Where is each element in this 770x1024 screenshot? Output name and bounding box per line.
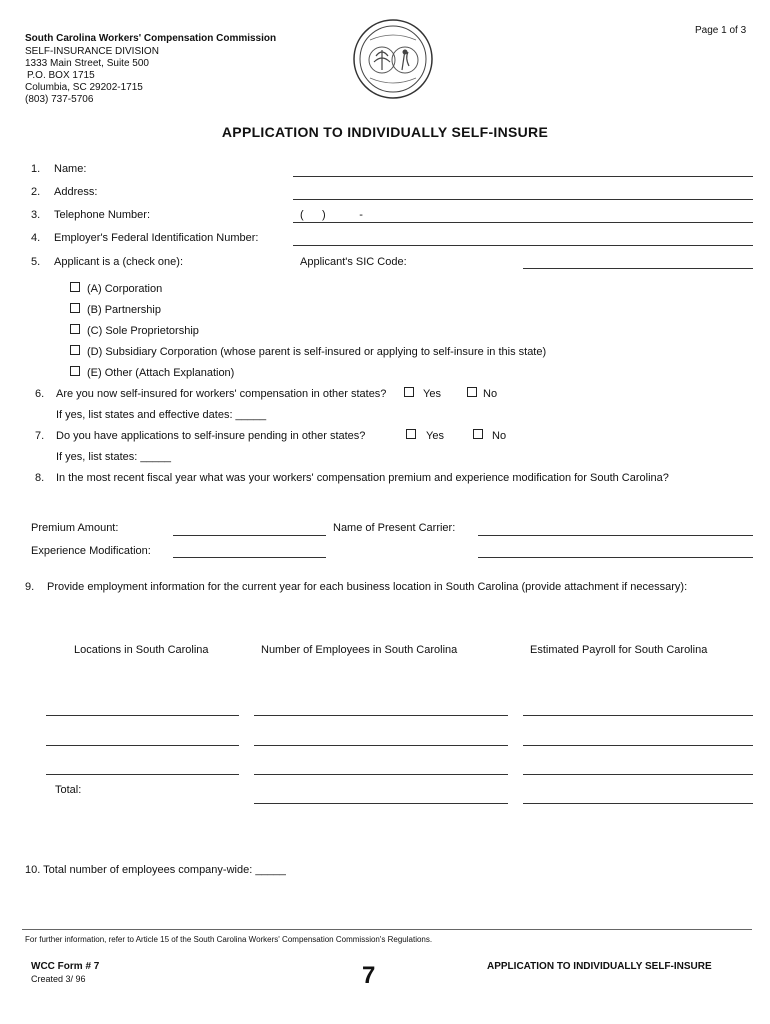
form-id: WCC Form # 7 [31,961,100,972]
sole-proprietorship-checkbox[interactable] [70,324,80,334]
telephone-label: Telephone Number: [54,209,151,221]
q9-question: Provide employment information for the current year for each business location in South Carolina (provide attachment if necessary): [47,581,688,593]
q7-yes-checkbox[interactable] [406,429,416,439]
payroll-column-header: Estimated Payroll for South Carolina [530,644,708,656]
q8-number: 8. [35,472,45,484]
q6-no-checkbox[interactable] [467,387,477,397]
total-label: Total: [55,784,82,796]
q6-yes-label: Yes [423,388,441,400]
present-carrier-field[interactable] [478,535,753,536]
q7-followup: If yes, list states: _____ [56,451,171,463]
q4-number: 4. [31,232,41,244]
page-title: APPLICATION TO INDIVIDUALLY SELF-INSURE [221,124,549,140]
payroll-row-3-field[interactable] [523,774,753,775]
po-box: P.O. BOX 1715 [27,70,95,81]
q6-number: 6. [35,388,45,400]
premium-amount-label: Premium Amount: [31,522,119,534]
telephone-format: ( ) - [300,209,363,221]
state-seal-icon [352,18,434,100]
q1-number: 1. [31,163,41,175]
total-employees-field[interactable] [254,803,508,804]
street-address: 1333 Main Street, Suite 500 [25,58,149,69]
employees-row-2-field[interactable] [254,745,508,746]
fein-field[interactable] [293,245,753,246]
q7-yes-label: Yes [426,430,444,442]
present-carrier-label: Name of Present Carrier: [333,522,456,534]
q10-text: Total number of employees company-wide: _____ [43,864,286,876]
employees-column-header: Number of Employees in South Carolina [261,644,458,656]
premium-amount-field[interactable] [173,535,326,536]
q5-number: 5. [31,256,41,268]
employees-row-1-field[interactable] [254,715,508,716]
location-row-1-field[interactable] [46,715,239,716]
q3-number: 3. [31,209,41,221]
employees-row-3-field[interactable] [254,774,508,775]
subsidiary-corporation-label: (D) Subsidiary Corporation (whose parent is self-insured or applying to self-insure in this state) [87,346,547,358]
page-indicator: Page 1 of 3 [695,25,747,36]
q9-number: 9. [25,581,35,593]
footer-divider [22,929,752,930]
corporation-checkbox[interactable] [70,282,80,292]
payroll-row-1-field[interactable] [523,715,753,716]
q2-number: 2. [31,186,41,198]
division-name: SELF-INSURANCE DIVISION [25,46,159,57]
form-created-date: Created 3/ 96 [31,974,86,984]
address-field[interactable] [293,199,753,200]
payroll-row-2-field[interactable] [523,745,753,746]
sole-proprietorship-label: (C) Sole Proprietorship [87,325,199,337]
telephone-field[interactable] [293,222,753,223]
q7-no-label: No [492,430,507,442]
other-entity-checkbox[interactable] [70,366,80,376]
sic-code-field[interactable] [523,268,753,269]
location-row-2-field[interactable] [46,745,239,746]
phone-number: (803) 737-5706 [25,94,94,105]
q7-no-checkbox[interactable] [473,429,483,439]
q6-yes-checkbox[interactable] [404,387,414,397]
address-label: Address: [54,186,98,198]
sic-code-label: Applicant's SIC Code: [300,256,407,268]
partnership-checkbox[interactable] [70,303,80,313]
agency-name: South Carolina Workers' Compensation Commission [25,33,277,44]
footer-page-number: 7 [362,962,376,989]
fein-label: Employer's Federal Identification Number: [54,232,259,244]
q6-followup: If yes, list states and effective dates: _____ [56,409,267,421]
applicant-type-label: Applicant is a (check one): [54,256,184,268]
q10-number: 10. [25,864,41,876]
q6-no-label: No [483,388,498,400]
q8-question: In the most recent fiscal year what was your workers' compensation premium and experience modification for South Carolina? [56,472,669,484]
name-field[interactable] [293,176,753,177]
footer-form-title: APPLICATION TO INDIVIDUALLY SELF-INSURE [487,961,712,972]
corporation-label: (A) Corporation [87,283,163,295]
experience-modification-label: Experience Modification: [31,545,151,557]
total-payroll-field[interactable] [523,803,753,804]
locations-column-header: Locations in South Carolina [74,644,209,656]
other-entity-label: (E) Other (Attach Explanation) [87,367,235,379]
city-state-zip: Columbia, SC 29202-1715 [25,82,143,93]
q6-question: Are you now self-insured for workers' compensation in other states? [56,388,387,400]
q7-number: 7. [35,430,45,442]
subsidiary-corporation-checkbox[interactable] [70,345,80,355]
experience-modification-field[interactable] [173,557,326,558]
name-label: Name: [54,163,87,175]
q7-question: Do you have applications to self-insure pending in other states? [56,430,366,442]
experience-modification-extra-field[interactable] [478,557,753,558]
location-row-3-field[interactable] [46,774,239,775]
footer-reference: For further information, refer to Article 15 of the South Carolina Workers' Compensation Commission's Regulations. [25,935,433,944]
partnership-label: (B) Partnership [87,304,161,316]
q10-question [25,864,286,876]
